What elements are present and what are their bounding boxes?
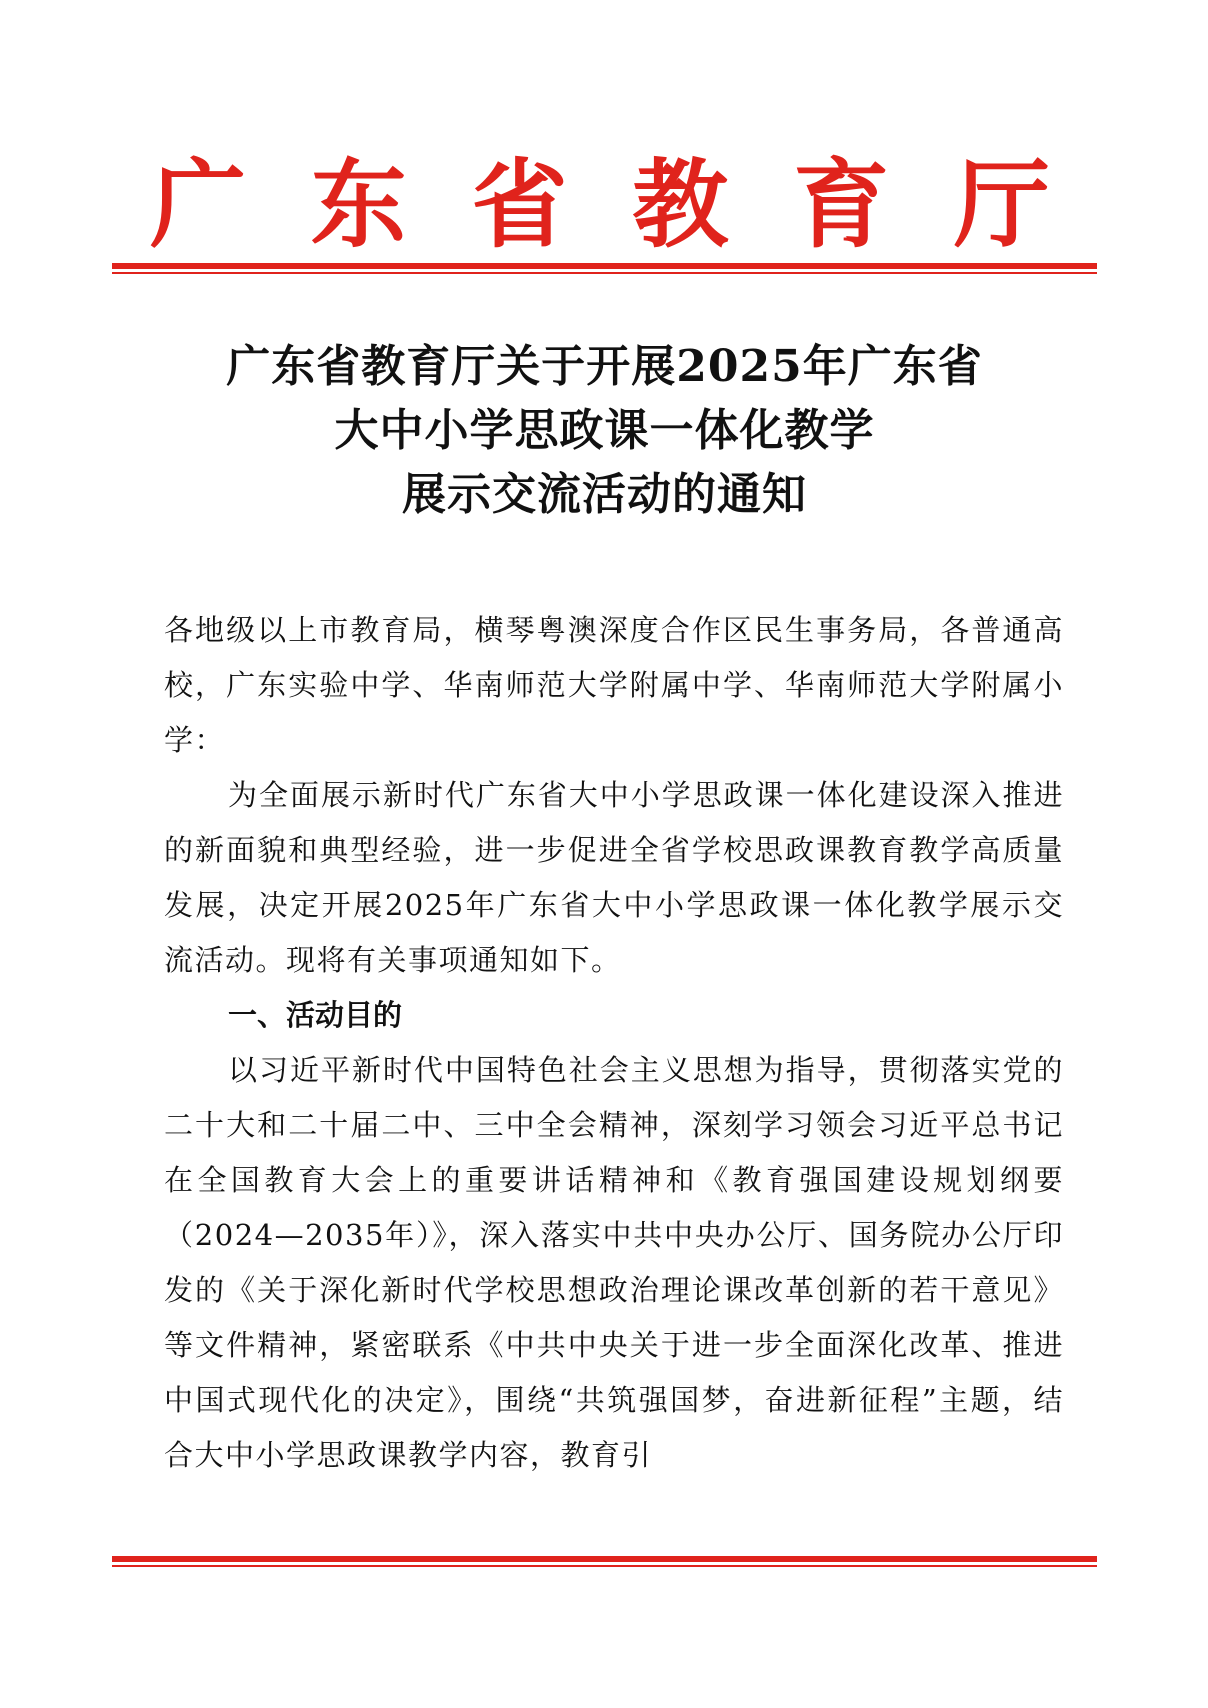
title-line: 展示交流活动的通知 — [402, 469, 807, 520]
title-line: 大中小学思政课一体化教学 — [334, 405, 875, 456]
masthead-char: 厅 — [953, 148, 1050, 261]
document-body — [164, 603, 1064, 1483]
section-heading: 一、活动目的 — [228, 998, 403, 1032]
title-line: 广东省教育厅关于开展2025年广东省 — [226, 341, 983, 392]
masthead-char: 广 — [150, 148, 246, 261]
intro-paragraph: 为全面展示新时代广东省大中小学思政课一体化建设深入推进的新面貌和典型经验，进一步促进全省学校思政课教育教学高质量发展，决定开展2025年广东省大中小学思政课一体化教学展示交流活动。现将有关事项通知如下。 — [164, 778, 1064, 977]
masthead — [150, 150, 1050, 260]
section-paragraph: 以习近平新时代中国特色社会主义思想为指导，贯彻落实党的二十大和二十届二中、三中全会精神，深刻学习领会习近平总书记在全国教育大会上的重要讲话精神和《教育强国建设规划纲要（2024—2035年）》，深入落实中共中央办公厅、国务院办公厅印发的《关于深化新时代学校思想政治理论课改革创新的若干意见》等文件精神，紧密联系《中共中央关于进一步全面深化改革、推进中国式现代化的决定》，围绕“共筑强国梦，奋进新征程”主题，结合大中小学思政课教学内容，教育引 — [164, 1053, 1064, 1472]
footer-divider — [112, 1556, 1097, 1567]
masthead-char: 东 — [310, 148, 407, 261]
masthead-char: 育 — [793, 148, 890, 261]
masthead-char: 省 — [471, 148, 568, 261]
document-title — [112, 335, 1097, 527]
masthead-divider — [112, 263, 1097, 274]
masthead-char: 教 — [632, 148, 729, 261]
salutation: 各地级以上市教育局，横琴粤澳深度合作区民生事务局，各普通高校，广东实验中学、华南师范大学附属中学、华南师范大学附属小学： — [164, 613, 1064, 757]
